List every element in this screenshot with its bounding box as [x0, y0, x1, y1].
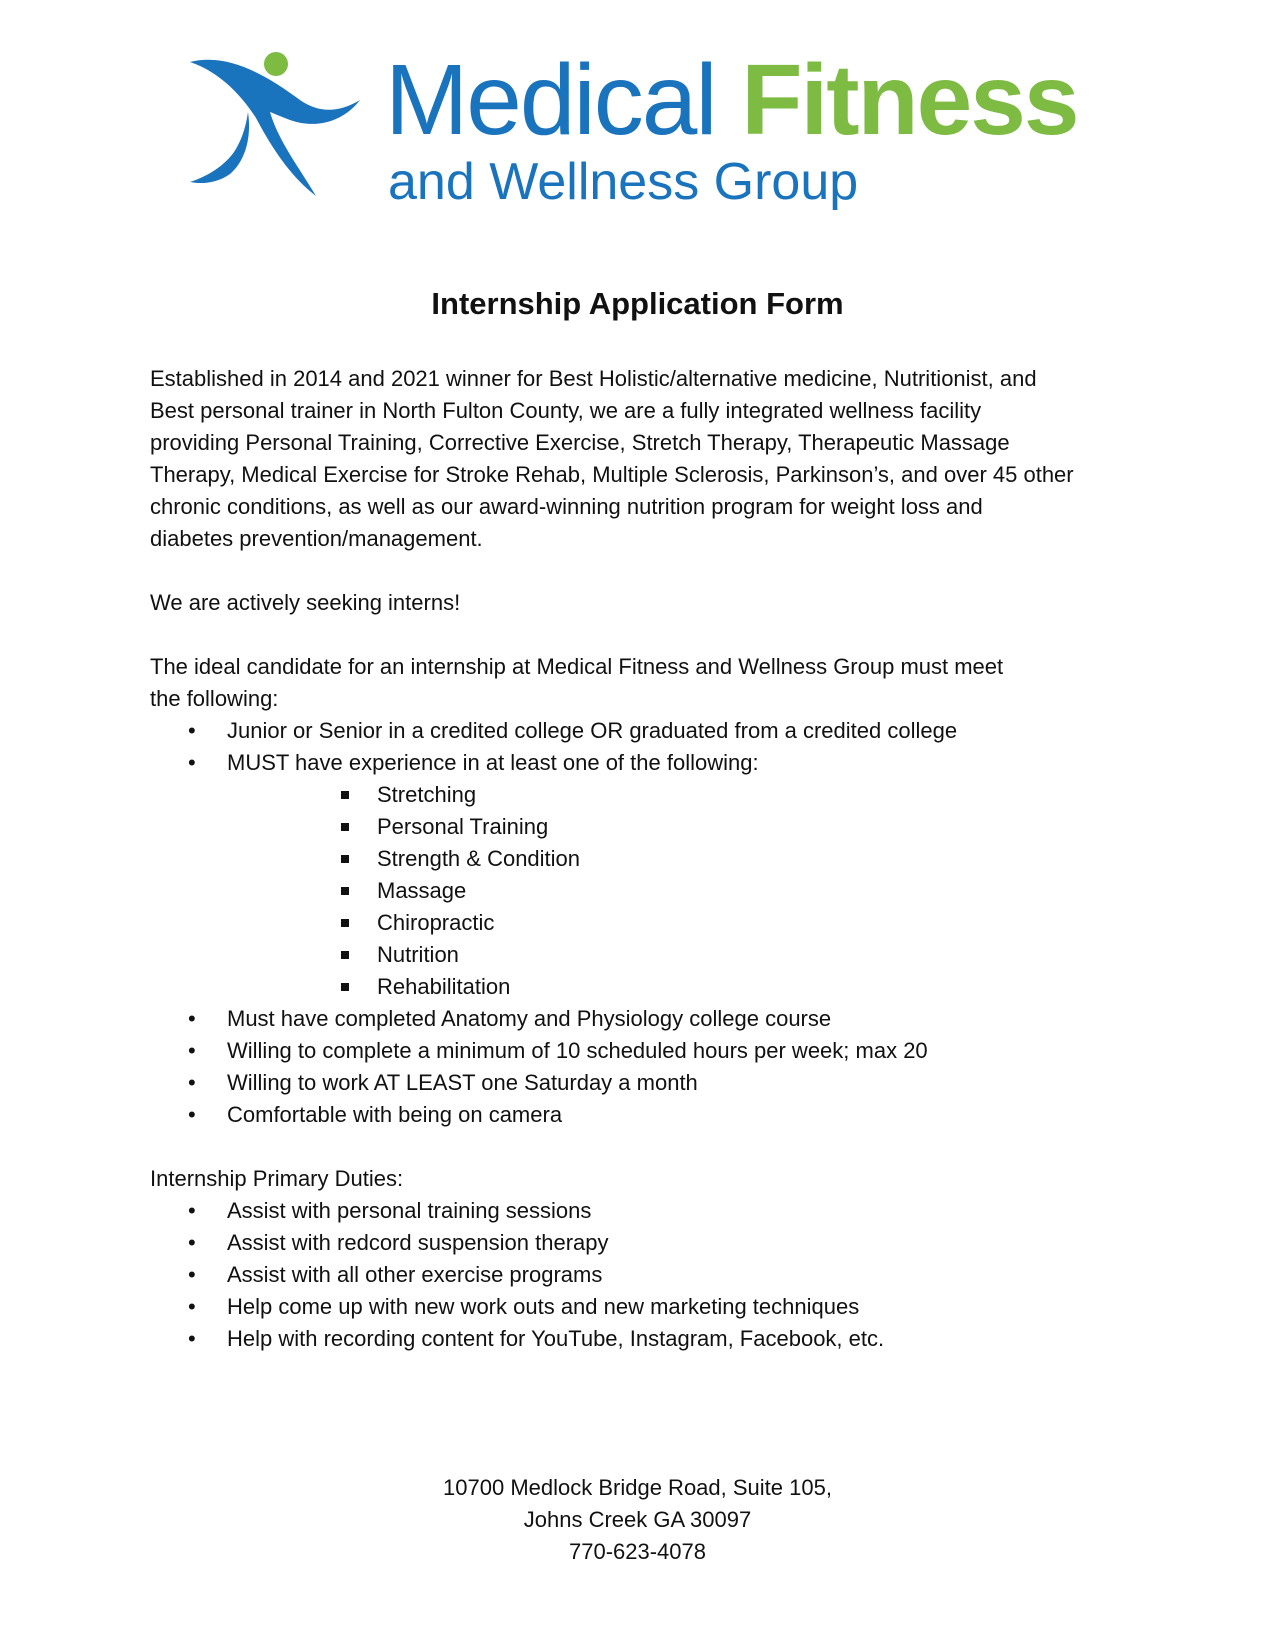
- intro-line: Best personal trainer in North Fulton County, we are a fully integrated wellness facility: [150, 398, 982, 423]
- duty-item: [150, 1227, 1130, 1259]
- address-footer: [0, 1472, 1275, 1568]
- experience-text: Stretching: [377, 782, 477, 807]
- requirement-item: [150, 1099, 1130, 1131]
- bullet-icon: •: [188, 1198, 196, 1223]
- duty-item: [150, 1195, 1130, 1227]
- square-bullet-icon: [341, 887, 349, 895]
- logo-subtitle: and Wellness Group: [388, 153, 859, 211]
- bullet-icon: •: [188, 1326, 196, 1351]
- experience-text: Chiropractic: [377, 910, 495, 935]
- requirement-text: Junior or Senior in a credited college OR graduated from a credited college: [227, 718, 958, 743]
- requirement-text: Must have completed Anatomy and Physiology college course: [227, 1006, 832, 1031]
- duty-text: Help come up with new work outs and new marketing techniques: [227, 1294, 860, 1319]
- square-bullet-icon: [341, 791, 349, 799]
- square-bullet-icon: [341, 919, 349, 927]
- logo-wordmark: [385, 44, 1078, 156]
- experience-text: Personal Training: [377, 814, 549, 839]
- bullet-icon: •: [188, 718, 196, 743]
- ideal-candidate-paragraph: [150, 651, 1130, 715]
- intro-line: chronic conditions, as well as our award-winning nutrition program for weight loss and: [150, 494, 983, 519]
- square-bullet-icon: [341, 855, 349, 863]
- intro-line: Therapy, Medical Exercise for Stroke Rehab, Multiple Sclerosis, Parkinson’s, and over 45 other: [150, 462, 1074, 487]
- bullet-icon: •: [188, 1102, 196, 1127]
- duty-item: [150, 1291, 1130, 1323]
- square-bullet-icon: [341, 983, 349, 991]
- duty-text: Assist with personal training sessions: [227, 1198, 592, 1223]
- runner-figure-icon: [190, 48, 380, 208]
- requirements-list-continued: [150, 1003, 1130, 1131]
- intro-line: diabetes prevention/management.: [150, 526, 483, 551]
- duties-heading: Internship Primary Duties:: [150, 1166, 404, 1191]
- requirement-text: MUST have experience in at least one of the following:: [227, 750, 759, 775]
- ideal-line: The ideal candidate for an internship at Medical Fitness and Wellness Group must meet: [150, 654, 1004, 679]
- requirement-text: Willing to complete a minimum of 10 scheduled hours per week; max 20: [227, 1038, 928, 1063]
- requirement-text: Comfortable with being on camera: [227, 1102, 563, 1127]
- requirements-list: [150, 715, 1130, 779]
- seeking-text: We are actively seeking interns!: [150, 590, 461, 615]
- square-bullet-icon: [341, 823, 349, 831]
- experience-item: [150, 971, 1130, 1003]
- requirement-item: [150, 747, 1130, 779]
- requirement-item: [150, 1003, 1130, 1035]
- square-bullet-icon: [341, 951, 349, 959]
- bullet-icon: •: [188, 1070, 196, 1095]
- experience-item: [150, 843, 1130, 875]
- logo-word-fitness: Fitness: [741, 44, 1078, 156]
- requirement-item: [150, 1035, 1130, 1067]
- intro-paragraph: [150, 363, 1130, 555]
- duties-list: [150, 1195, 1130, 1355]
- document-body: [150, 363, 1130, 1355]
- bullet-icon: •: [188, 1038, 196, 1063]
- intro-line: providing Personal Training, Corrective Exercise, Stretch Therapy, Therapeutic Massage: [150, 430, 1010, 455]
- experience-list: [150, 779, 1130, 1003]
- page-title: Internship Application Form: [431, 286, 844, 321]
- experience-text: Massage: [377, 878, 467, 903]
- experience-item: [150, 875, 1130, 907]
- requirement-item: [150, 1067, 1130, 1099]
- duty-text: Help with recording content for YouTube, Instagram, Facebook, etc.: [227, 1326, 885, 1351]
- experience-text: Strength & Condition: [377, 846, 581, 871]
- bullet-icon: •: [188, 1294, 196, 1319]
- experience-text: Rehabilitation: [377, 974, 511, 999]
- address-line: 10700 Medlock Bridge Road, Suite 105,: [443, 1475, 832, 1500]
- duty-item: [150, 1259, 1130, 1291]
- duty-item: [150, 1323, 1130, 1355]
- duty-text: Assist with redcord suspension therapy: [227, 1230, 609, 1255]
- ideal-line: the following:: [150, 686, 279, 711]
- bullet-icon: •: [188, 1006, 196, 1031]
- experience-item: [150, 907, 1130, 939]
- bullet-icon: •: [188, 750, 196, 775]
- requirement-item: [150, 715, 1130, 747]
- duty-text: Assist with all other exercise programs: [227, 1262, 603, 1287]
- bullet-icon: •: [188, 1230, 196, 1255]
- phone-number: 770-623-4078: [568, 1539, 706, 1564]
- experience-text: Nutrition: [377, 942, 459, 967]
- experience-item: [150, 939, 1130, 971]
- logo-word-medical: Medical: [385, 44, 716, 156]
- experience-item: [150, 779, 1130, 811]
- company-logo: [190, 44, 1090, 211]
- requirement-text: Willing to work AT LEAST one Saturday a month: [227, 1070, 698, 1095]
- experience-item: [150, 811, 1130, 843]
- bullet-icon: •: [188, 1262, 196, 1287]
- intro-line: Established in 2014 and 2021 winner for Best Holistic/alternative medicine, Nutritionist, and: [150, 366, 1037, 391]
- city-state-zip: Johns Creek GA 30097: [523, 1507, 752, 1532]
